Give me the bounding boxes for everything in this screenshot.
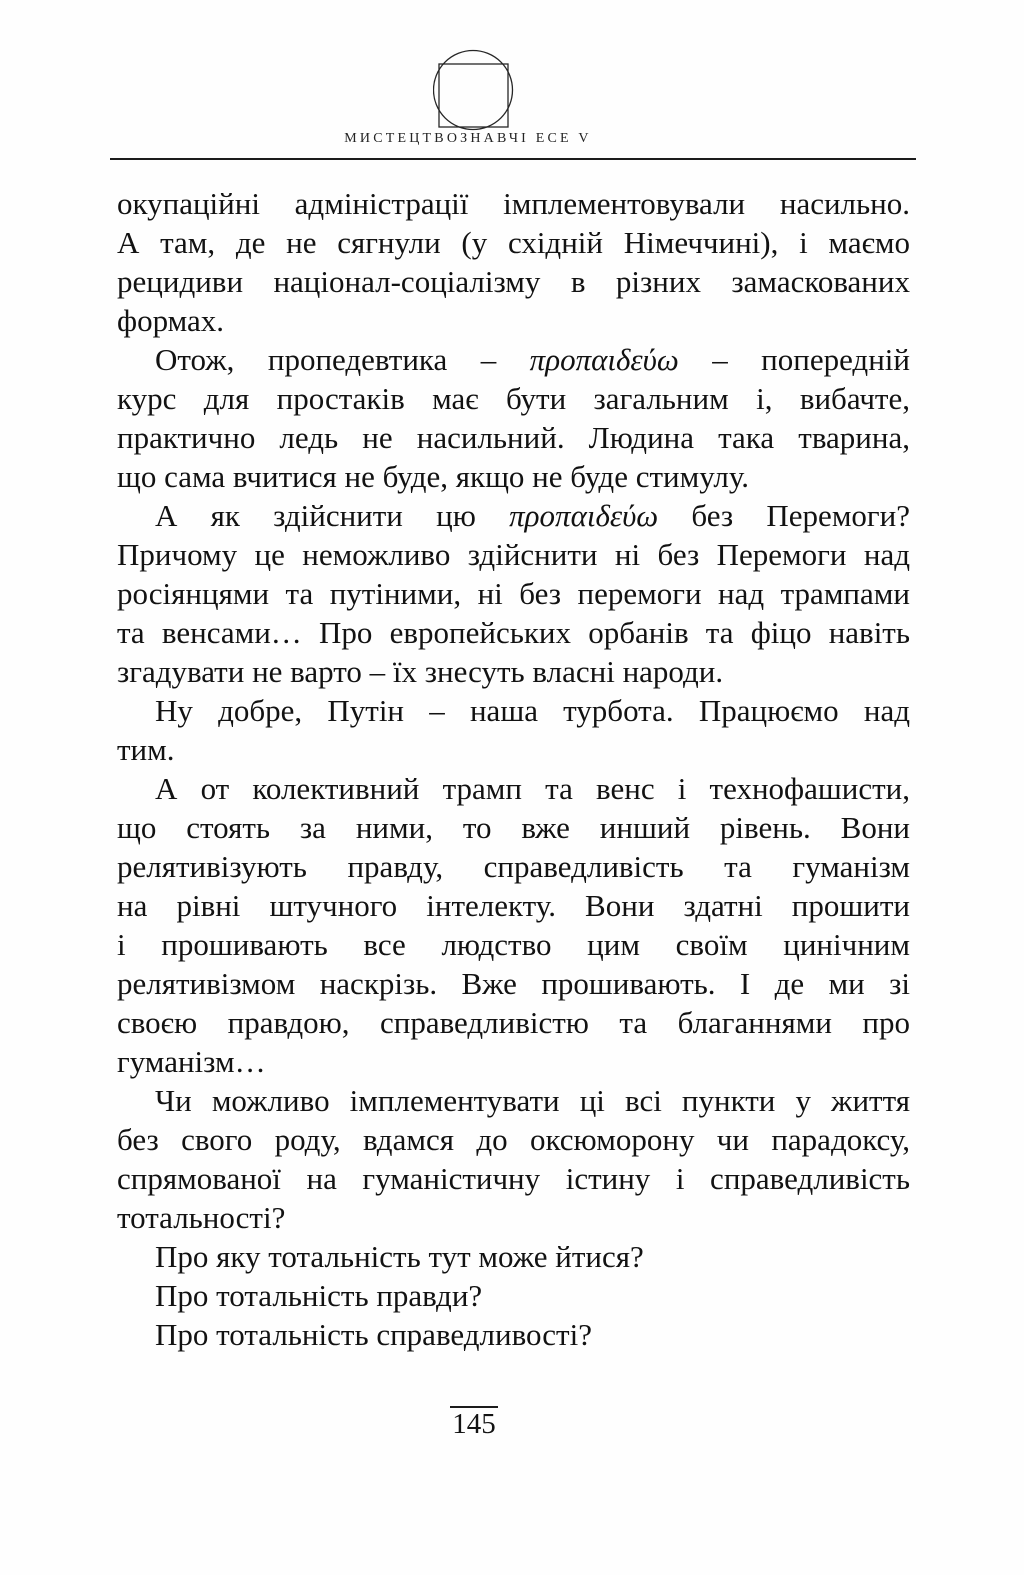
text-line: А от колективний трамп та венс і технофашисти, <box>155 771 910 806</box>
text-line: що сама вчитися не буде, якщо не буде стимулу. <box>117 459 749 494</box>
body-text <box>117 184 910 1354</box>
text-line: практично ледь не насильний. Людина така тварина, <box>117 420 910 455</box>
paragraph <box>117 1315 910 1354</box>
text-line: Чи можливо імплементувати ці всі пункти у життя <box>155 1083 910 1118</box>
text-line: окупаційні адміністрації імплементовували насильно. <box>117 186 910 221</box>
paragraph <box>117 496 910 691</box>
text-line: гуманізм… <box>117 1044 266 1079</box>
text-line: формах. <box>117 303 225 338</box>
paragraph <box>117 1081 910 1237</box>
running-head-title: МИСТЕЦТВОЗНАВЧІ ЕСЕ V <box>344 131 592 146</box>
paragraph <box>117 1276 910 1315</box>
text-line: Причому це неможливо здійснити ні без Перемоги над <box>117 537 910 572</box>
page-number: 145 <box>450 1406 498 1441</box>
paragraph <box>117 1237 910 1276</box>
text-line: релятивізмом наскрізь. Вже прошивають. І де ми зі <box>117 966 910 1001</box>
text-line: спрямованої на гуманістичну істину і справедливість <box>117 1161 910 1196</box>
text-line: Про яку тотальність тут може йтися? <box>155 1239 644 1274</box>
paragraph <box>117 769 910 1081</box>
header-rule <box>110 158 916 160</box>
text-line: своєю правдою, справедливістю та благаннями про <box>117 1005 910 1040</box>
paragraph <box>117 340 910 496</box>
text-line: Про тотальність правди? <box>155 1278 483 1313</box>
paragraph <box>117 184 910 340</box>
text-line: тотальності? <box>117 1200 286 1235</box>
text-line: А там, де не сягнули (у східній Німеччині), і маємо <box>117 225 910 260</box>
text-line: росіянцями та путіними, ні без перемоги над трампами <box>117 576 910 611</box>
text-line: релятивізують правду, справедливість та гуманізм <box>117 849 910 884</box>
text-line: згадувати не варто – їх знесуть власні народи. <box>117 654 724 689</box>
text-line: без свого роду, вдамся до оксюморону чи парадоксу, <box>117 1122 910 1157</box>
circle-square-emblem-icon <box>433 48 518 133</box>
text-line: тим. <box>117 732 175 767</box>
text-line: що стоять за ними, то вже инший рівень. Вони <box>117 810 910 845</box>
text-line: курс для простаків має бути загальним і, вибачте, <box>117 381 910 416</box>
paragraph <box>117 691 910 769</box>
text-line: на рівні штучного інтелекту. Вони здатні прошити <box>117 888 910 923</box>
text-line: Ну добре, Путін – наша турбота. Працюємо над <box>155 693 910 728</box>
text-line: А як здійснити цю προπαιδεύω без Перемоги? <box>155 498 910 533</box>
text-line: і прошивають все людство цим своїм цинічним <box>117 927 910 962</box>
text-line: та венсами… Про европейських орбанів та фіцо навіть <box>117 615 910 650</box>
text-line: рецидиви націонал-соціалізму в різних замаскованих <box>117 264 910 299</box>
text-line: Отож, пропедевтика – προπαιδεύω – попередній <box>155 342 910 377</box>
text-line: Про тотальність справедливості? <box>155 1317 592 1352</box>
